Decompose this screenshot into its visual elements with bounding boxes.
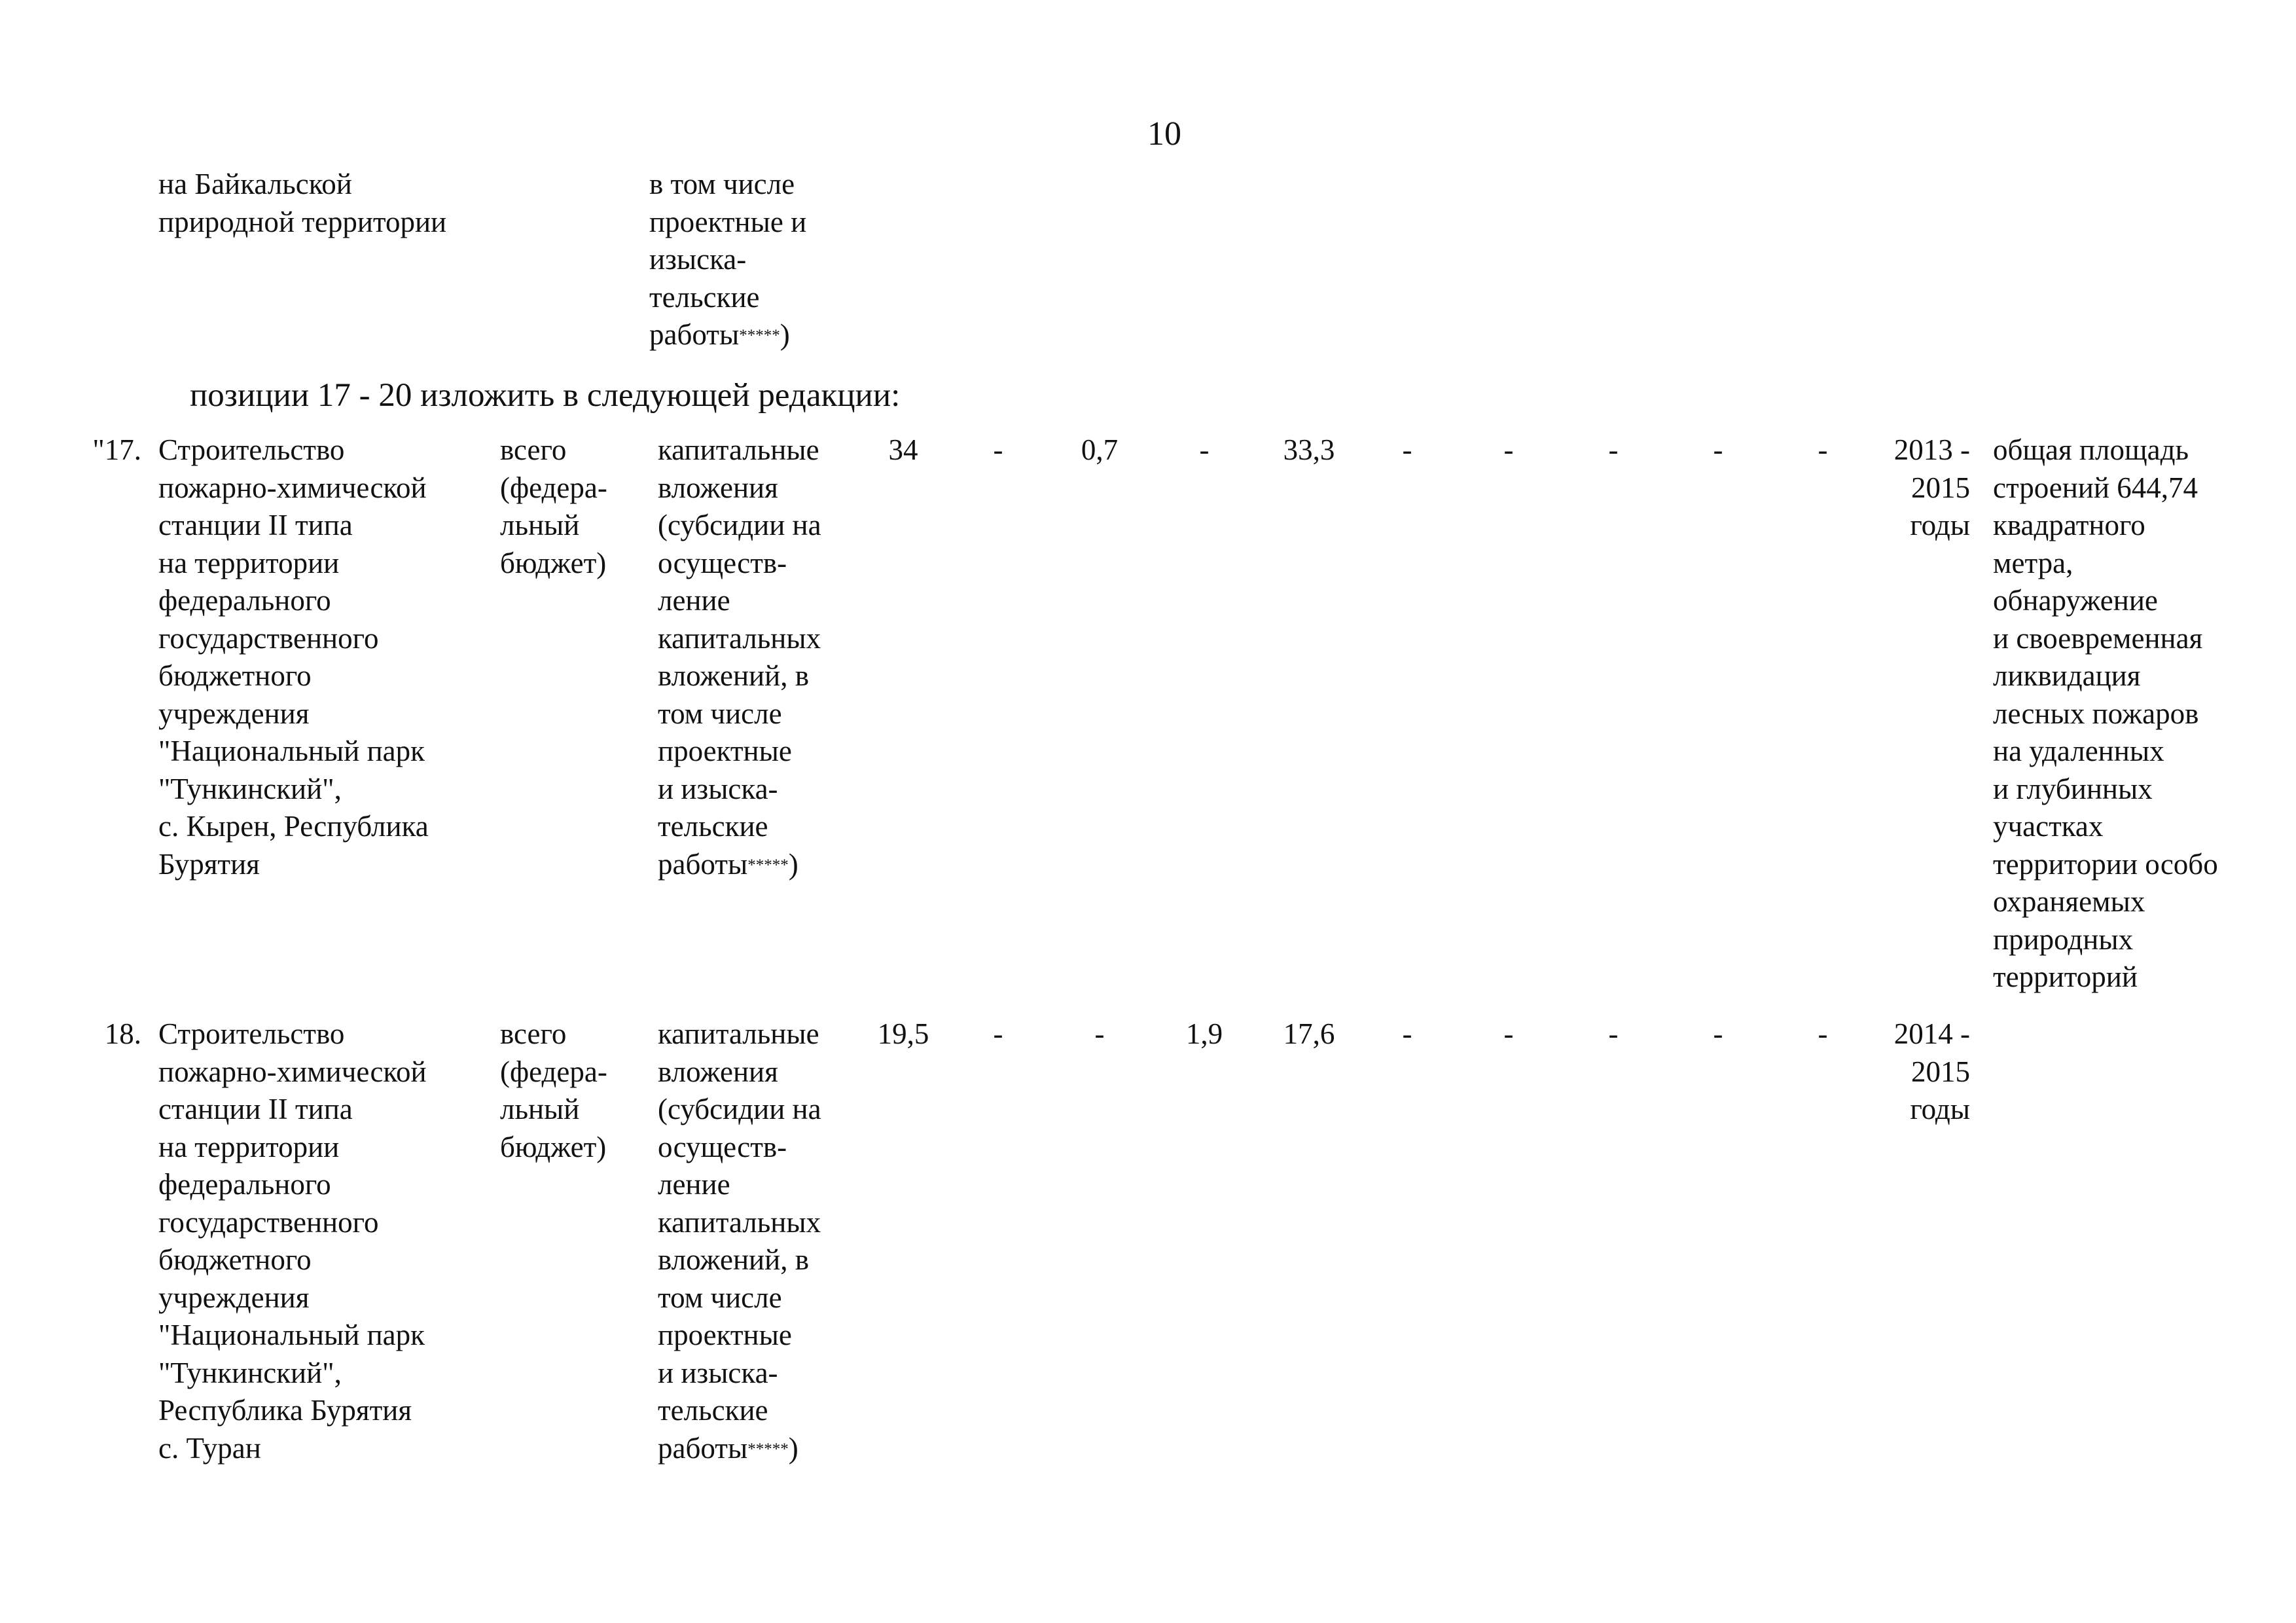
value-2017: - — [1503, 433, 1514, 466]
page-number: 10 — [1147, 115, 1181, 153]
expected-result: общая площадь строений 644,74 квадратного метра, обнаружение и своевременная ликвидация лесных пожаров на удаленных и глубинных участках территории особо охраняемых природных территорий — [1993, 433, 2218, 993]
expense-type — [658, 1015, 821, 1467]
value-2016: - — [1402, 1017, 1412, 1050]
value-2019: - — [1713, 1017, 1723, 1050]
value-2013: - — [1094, 1017, 1105, 1050]
footnote-mark: ***** — [747, 1440, 789, 1458]
closing-paren: ) — [788, 1431, 798, 1465]
value-2020: - — [1818, 433, 1828, 466]
project-name: Строительство пожарно-химической станции II типа на территории федерального государственного бюджетного учреждения "Национальный парк "Тункинский", Республика Бурятия с. Туран — [158, 1017, 427, 1465]
value-total: 19,5 — [877, 1017, 929, 1050]
funding-source: всего (федера- льный бюджет) — [500, 1017, 607, 1163]
top-fragment-type — [649, 166, 806, 354]
value-2018: - — [1608, 433, 1619, 466]
implementation-years: 2014 - 2015 годы — [1893, 1017, 1970, 1125]
implementation-years: 2013 - 2015 годы — [1893, 433, 1970, 541]
project-name: Строительство пожарно-химической станции II типа на территории федерального государственного бюджетного учреждения "Национальный парк "Тункинский", с. Кырен, Республика Бурятия — [158, 433, 429, 881]
value-2012: - — [993, 433, 1003, 466]
expense-type-last: работы — [658, 1431, 748, 1465]
value-2019: - — [1713, 433, 1723, 466]
expense-type-last: работы — [658, 847, 748, 881]
value-2015: 33,3 — [1283, 433, 1335, 466]
value-2017: - — [1503, 1017, 1514, 1050]
amendment-instruction: позиции 17 - 20 изложить в следующей редакции: — [190, 377, 901, 414]
row-number: "17. — [92, 433, 141, 466]
top-fragment-type-text: в том числе проектные и изыска- тельские — [649, 168, 807, 314]
value-2015: 17,6 — [1283, 1017, 1335, 1050]
row-number: 18. — [104, 1017, 141, 1050]
top-fragment-type-last: работы — [649, 318, 740, 351]
expense-type — [658, 431, 821, 883]
value-2013: 0,7 — [1081, 433, 1119, 466]
value-2014: 1,9 — [1185, 1017, 1223, 1050]
funding-source: всего (федера- льный бюджет) — [500, 433, 607, 579]
expense-type-text: капитальные вложения (субсидии на осуществ- ление капитальных вложений, в том числе проектные и изыска- тельские — [658, 433, 821, 843]
value-2020: - — [1818, 1017, 1828, 1050]
value-2016: - — [1402, 433, 1412, 466]
top-fragment-name: на Байкальской природной территории — [158, 168, 447, 238]
value-total: 34 — [888, 433, 918, 466]
value-2018: - — [1608, 1017, 1619, 1050]
closing-paren: ) — [780, 318, 790, 351]
footnote-mark: ***** — [739, 327, 780, 344]
value-2014: - — [1199, 433, 1210, 466]
value-2012: - — [993, 1017, 1003, 1050]
closing-paren: ) — [788, 847, 798, 881]
expense-type-text: капитальные вложения (субсидии на осуществ- ление капитальных вложений, в том числе проектные и изыска- тельские — [658, 1017, 821, 1427]
footnote-mark: ***** — [747, 856, 789, 874]
